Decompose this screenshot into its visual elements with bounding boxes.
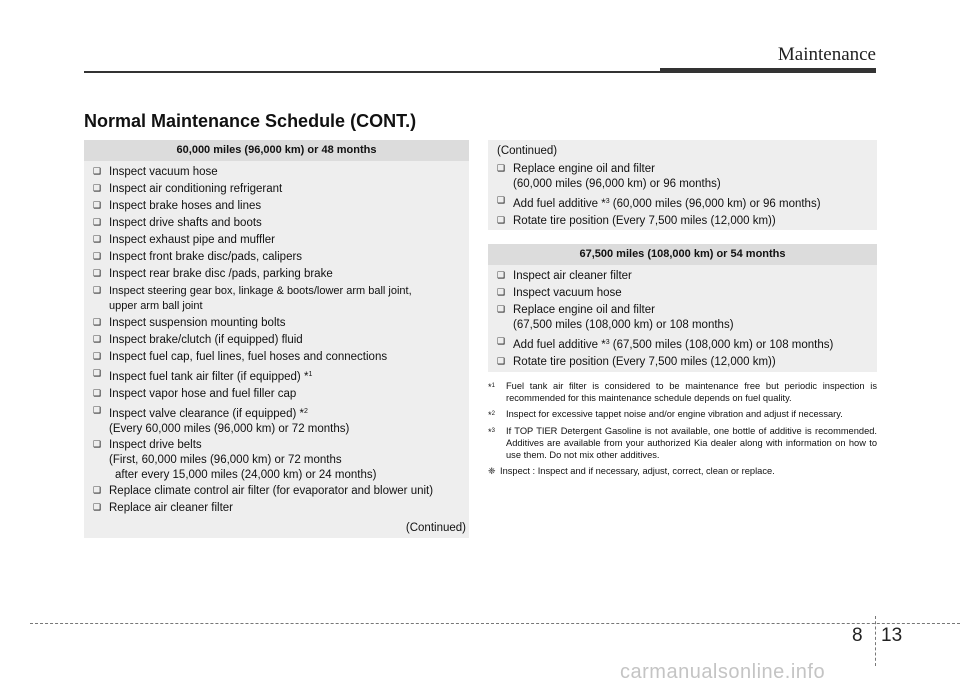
checkbox-icon: ❑ [497, 196, 506, 206]
checkbox-icon: ❑ [497, 305, 506, 315]
watermark: carmanualsonline.info [620, 661, 826, 683]
checkbox-icon: ❑ [93, 252, 102, 262]
footnote: *$^1$ Fuel tank air filter is considered to be maintenance free but periodic inspection is recommended for this maintenance schedule depends on fuel quality. [488, 381, 877, 403]
checklist-item: ❑ Replace air cleaner filter [93, 502, 234, 514]
checklist-item: ❑ Replace climate control air filter (for evaporator and blower unit) [93, 485, 434, 497]
checkbox-icon: ❑ [93, 218, 102, 228]
checklist-item: ❑ Add fuel additive *$^3$ (67,500 miles (108,000 km) or 108 months) [497, 337, 834, 351]
continued-label: (Continued) [497, 145, 558, 157]
checklist-item: ❑ Inspect rear brake disc /pads, parking brake [93, 268, 333, 280]
checklist-item: ❑ Inspect air cleaner filter [497, 270, 632, 282]
panel-heading: 67,500 miles (108,000 km) or 54 months [488, 244, 877, 265]
panel-heading: 60,000 miles (96,000 km) or 48 months [84, 140, 469, 161]
checklist-item: ❑ Inspect front brake disc/pads, calipers [93, 251, 303, 263]
checklist-item: ❑ Inspect exhaust pipe and muffler [93, 234, 276, 246]
footer-rule [30, 623, 960, 624]
header-rule-thick [660, 68, 876, 73]
checkbox-icon: ❑ [497, 216, 506, 226]
header-title: Maintenance [777, 44, 876, 65]
checkbox-icon: ❑ [93, 269, 102, 279]
checkbox-icon: ❑ [93, 503, 102, 513]
checklist-item: ❑ Inspect vacuum hose [93, 166, 218, 178]
checkbox-icon: ❑ [93, 318, 102, 328]
checklist-item: ❑ Rotate tire position (Every 7,500 miles (12,000 km)) [497, 215, 776, 227]
footnote: ❈ Inspect : Inspect and if necessary, adjust, correct, clean or replace. [488, 466, 775, 477]
checkbox-icon: ❑ [497, 357, 506, 367]
checkbox-icon: ❑ [93, 369, 102, 379]
checklist-item: ❑ Inspect air conditioning refrigerant [93, 183, 283, 195]
checklist-item: ❑ Inspect drive belts (First, 60,000 miles (96,000 km) or 72 months after every 15,000 miles (24,000 km) or 24 months) [93, 439, 377, 481]
checkbox-icon: ❑ [93, 389, 102, 399]
checklist-item: ❑ Inspect vapor hose and fuel filler cap [93, 388, 297, 400]
continued-label: (Continued) [405, 522, 466, 534]
checkbox-icon: ❑ [93, 201, 102, 211]
checkbox-icon: ❑ [497, 164, 506, 174]
checkbox-icon: ❑ [93, 235, 102, 245]
page-number: 13 [881, 625, 903, 646]
checklist-item: ❑ Inspect fuel tank air filter (if equipped) *$^1$ [93, 369, 313, 383]
chapter-number: 8 [852, 625, 863, 646]
checklist-item: ❑ Inspect fuel cap, fuel lines, fuel hoses and connections [93, 351, 388, 363]
schedule-panel-60000 [84, 140, 469, 538]
checkbox-icon: ❑ [93, 167, 102, 177]
asterism-icon: ❈ [488, 467, 496, 477]
checkbox-icon: ❑ [93, 184, 102, 194]
footnote: *$^3$ If TOP TIER Detergent Gasoline is not available, one bottle of additive is recommended. Additives are available from your authorized Kia dealer along with information on how to use them. Do not mix other additives. [488, 426, 877, 460]
header-rule-thin [84, 71, 660, 73]
checkbox-icon: ❑ [497, 271, 506, 281]
page-divider [875, 616, 876, 666]
checklist-item: ❑ Inspect steering gear box, linkage & boots/lower arm ball joint, upper arm ball joint [93, 285, 412, 312]
schedule-panel-67500 [488, 244, 877, 372]
checklist-item: ❑ Inspect brake/clutch (if equipped) fluid [93, 334, 303, 346]
checklist-item: ❑ Inspect vacuum hose [497, 287, 622, 299]
checklist-item: ❑ Inspect drive shafts and boots [93, 217, 262, 229]
checkbox-icon: ❑ [93, 335, 102, 345]
checklist-item: ❑ Replace engine oil and filter (60,000 miles (96,000 km) or 96 months) [497, 163, 721, 190]
checkbox-icon: ❑ [497, 337, 506, 347]
checklist-item: ❑ Inspect brake hoses and lines [93, 200, 262, 212]
checklist-item: ❑ Inspect suspension mounting bolts [93, 317, 286, 329]
checklist-item: ❑ Inspect valve clearance (if equipped) *$^2$ (Every 60,000 miles (96,000 km) or 72 months) [93, 406, 350, 435]
checkbox-icon: ❑ [497, 288, 506, 298]
schedule-panel-60000-continued [488, 140, 877, 230]
checkbox-icon: ❑ [93, 286, 102, 296]
section-title: Normal Maintenance Schedule (CONT.) [84, 111, 417, 131]
checklist-item: ❑ Rotate tire position (Every 7,500 miles (12,000 km)) [497, 356, 776, 368]
checkbox-icon: ❑ [93, 440, 102, 450]
checkbox-icon: ❑ [93, 406, 102, 416]
checkbox-icon: ❑ [93, 352, 102, 362]
footnote: *$^2$ Inspect for excessive tappet noise and/or engine vibration and adjust if necessary. [488, 409, 843, 420]
checkbox-icon: ❑ [93, 486, 102, 496]
footnotes [488, 380, 877, 482]
checklist-item: ❑ Add fuel additive *$^3$ (60,000 miles (96,000 km) or 96 months) [497, 196, 821, 210]
checklist-item: ❑ Replace engine oil and filter (67,500 miles (108,000 km) or 108 months) [497, 304, 734, 331]
